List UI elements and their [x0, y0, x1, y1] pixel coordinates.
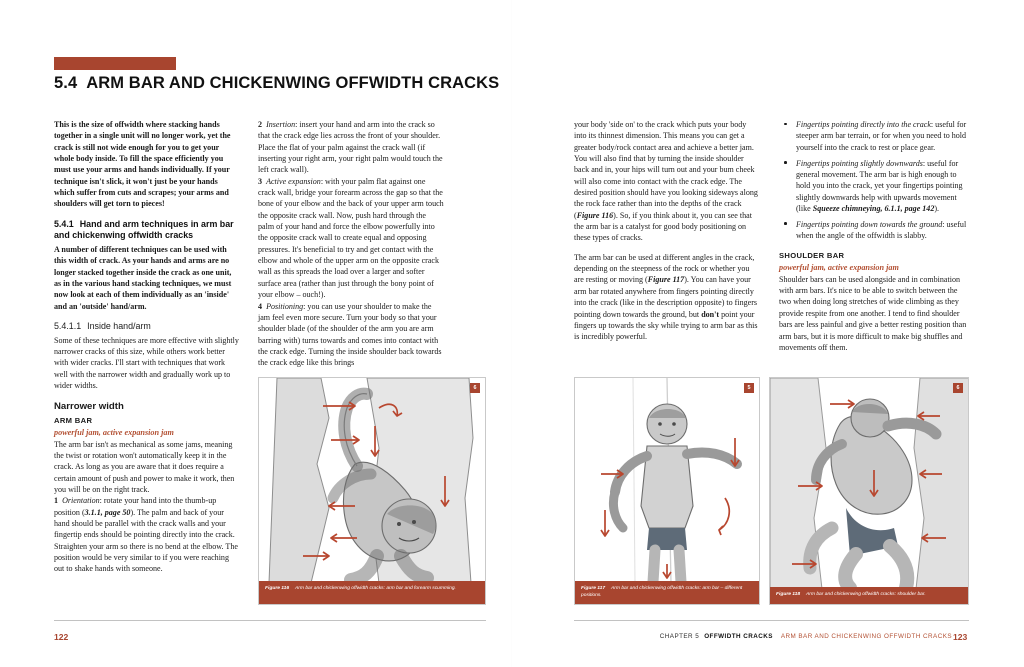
figure-118-caption — [770, 587, 968, 604]
paragraph-arm-bar-angles — [574, 252, 760, 343]
figure-116-caption-text: Arm bar and chickenwing offwidth cracks: arm bar and forearm scumming. — [295, 585, 456, 591]
paragraph-body-positioning — [574, 119, 760, 244]
figure-118-badge: 6 — [953, 383, 963, 393]
list-item — [790, 219, 969, 242]
tagline-shoulder-bar: powerful jam, active expansion jam — [779, 262, 899, 272]
tagline-arm-bar: powerful jam, active expansion jam — [54, 427, 174, 437]
step-1-text-a: : rotate your hand into the thumb-up position ( — [54, 496, 217, 517]
figure-117-label: Figure 117 — [581, 585, 606, 591]
bullet-3-text: : useful when the angle of the offwidth is slabby. — [796, 219, 967, 241]
step-1 — [54, 495, 240, 574]
heading-5-4-1 — [54, 219, 240, 242]
figure-117-badge: 5 — [744, 383, 754, 393]
step-1-crossref: 3.1.1, page 50 — [84, 507, 131, 517]
running-chapter: CHAPTER 5 — [659, 633, 700, 640]
figure-117-crossref: Figure 117 — [647, 275, 685, 285]
bullet-dot-icon — [784, 123, 787, 126]
list-item — [790, 119, 969, 153]
paragraph-shoulder-bar: Shoulder bars can be used alongside and in combination with arm bars. It's nice to be able to switch between the two when doing long stretches of wide climbing as they provide respite from one another. I tend to find shoulder bars are less painful and give a better resting position than arm bars, but it is more difficult to make big shuffles and movements off them. — [779, 274, 967, 352]
step-4-label: Positioning — [266, 301, 304, 311]
bullet-dot-icon — [784, 161, 787, 164]
page-title — [54, 74, 499, 93]
heading-shoulder-bar: SHOULDER BAR — [779, 251, 845, 261]
bullet-1-text: : useful for steeper arm bar terrain, or for when you need to hold yourself into the crack to rest or place gear. — [796, 120, 967, 152]
figure-118-caption-text: Arm bar and chickenwing offwidth cracks: shoulder bar. — [806, 591, 926, 597]
figure-116-crossref: Figure 116 — [576, 210, 614, 220]
heading-5-4-1-1-number: 5.4.1.1 — [54, 321, 82, 331]
running-chapter-title: OFFWIDTH CRACKS — [704, 633, 773, 640]
step-1-text-b: ). The palm and back of your hand should be parallel with the crack walls and your fingertip ends should be pointing directly into the crack. Straighten your arm so there is no bend at the elbow. The position would be very similar to if you were reaching out to shake hands with someone. — [54, 507, 238, 574]
figure-118-illustration — [770, 378, 968, 604]
step-3-label: Active expansion — [266, 176, 321, 186]
text-column-2 — [258, 119, 444, 369]
bullet-2-crossref: Squeeze chimneying, 6.1.1, page 142 — [812, 203, 935, 213]
running-header — [660, 633, 952, 640]
step-1-label: Orientation — [62, 496, 100, 506]
page-number-right: 123 — [953, 632, 968, 642]
step-4-text: : you can use your shoulder to make the jam feel even more secure. Turn your body so that your shoulder blade (of the shoulder of the arm you are arm barring with) turns towards and comes into contact with the crack edge. Turning the inside shoulder back towards the crack edge like this brings — [258, 301, 442, 368]
paragraph-5-4-1: A number of different techniques can be used with this width of crack. As your hands and arms are no longer stacked together inside the crack as one unit, as in the various hand stacking techniques, we must now look at each of them individually as an 'inside' and an 'outside' hand/arm. — [54, 244, 232, 311]
paragraph-arm-bar-angles-a: The arm bar can be used at different angles in the crack, depending on the steepness of the rock or whether you are resting or moving ( — [574, 252, 755, 285]
paragraph-spacer — [574, 244, 760, 252]
heading-arm-bar: ARM BAR — [54, 416, 93, 426]
heading-5-4-1-1-text: Inside hand/arm — [87, 321, 151, 331]
step-3-text: : with your palm flat against one crack wall, bridge your forearm across the gap so that the bone of your elbow and the back of your upper arm touch the opposite crack wall. Now, push hard through the palm of your hand and force the elbow powerfully into the opposite crack wall to create equal and opposing pressures. It's beneficial to try and get contact with the elbow and whole of the upper arm on the opposite crack wall as this spreads the load over a larger and softer surface area (rather than just through the bony point of your elbow – ouch!). — [258, 176, 444, 300]
paragraph-arm-bar-angles-b: ). You can have your arm bar rotated anywhere from fingers pointing directly into the crack (like in the description opposite) to fingers pointing down towards the ground, but — [574, 275, 758, 319]
section-title: ARM BAR AND CHICKENWING OFFWIDTH CRACKS — [86, 74, 500, 92]
heading-5-4-1-1 — [54, 321, 240, 333]
text-column-4 — [779, 119, 969, 353]
paragraph-arm-bar: The arm bar isn't as mechanical as some jams, meaning the twist or rotation won't automatically keep it in the crack. As long as you are aware that it does require a certain amount of push and power to make it work, then you will be on the right track. — [54, 439, 235, 495]
step-2-text: : insert your hand and arm into the crack so that the crack edge lies across the front of your shoulder. Place the flat of your palm against the crack wall (if inserting your right arm, your right palm would touch the left crack wall). — [258, 120, 443, 175]
figure-116-badge: 6 — [470, 383, 480, 393]
section-number: 5.4 — [54, 74, 78, 92]
heading-5-4-1-text: Hand and arm techniques in arm bar and chickenwing offwidth cracks — [54, 218, 234, 241]
figure-116-label: Figure 116 — [265, 585, 290, 591]
figure-116-illustration — [259, 378, 485, 604]
page-number-left: 122 — [54, 632, 69, 642]
running-section-title: ARM BAR AND CHICKENWING OFFWIDTH CRACKS — [780, 633, 952, 640]
heading-narrower-width: Narrower width — [54, 401, 124, 413]
step-2-label: Insertion — [266, 120, 296, 129]
figure-116 — [258, 377, 486, 605]
step-2 — [258, 119, 444, 176]
step-4-number: 4 — [258, 301, 263, 311]
bullet-2-text: : useful for general movement. The arm bar is high enough to hold you into the crack, yet your fingertips pointing slightly downwards help with upwards movement (like — [796, 158, 963, 213]
title-accent-rule — [54, 57, 176, 70]
text-column-3 — [574, 119, 760, 343]
bullet-1-emphasis: Fingertips pointing directly into the crack — [796, 120, 931, 129]
bullet-2-tail: ). — [934, 203, 940, 213]
bullet-2-emphasis: Fingertips pointing slightly downwards — [796, 158, 923, 168]
step-3-number: 3 — [258, 176, 263, 186]
figure-117-caption — [575, 581, 759, 604]
figure-117-caption-text: Arm bar and chickenwing offwidth cracks: arm bar – different positions. — [581, 585, 743, 598]
bullet-dot-icon — [784, 222, 787, 225]
list-item — [790, 158, 969, 215]
paragraph-5-4-1-1: Some of these techniques are more effective with slightly narrower cracks of this size, while others work better with wider cracks. I'll start with techniques that work well with the narrower width and gradually work up to wider widths. — [54, 335, 239, 390]
text-column-1 — [54, 119, 240, 575]
figure-118 — [769, 377, 969, 605]
step-3 — [258, 176, 444, 301]
intro-paragraph: This is the size of offwidth where stacking hands together in a single unit will no longer work, yet the crack is still not wide enough for you to get your whole body inside. To fill the space efficiently you must use your arms and hands individually. If your technique isn't slick, it won't just be your hands which suffer from cuts and scrapes; your arms and shoulders will get torn to pieces! — [54, 120, 231, 209]
bullet-3-emphasis: Fingertips pointing down towards the ground — [796, 219, 943, 229]
figure-117-illustration — [575, 378, 759, 604]
paragraph-arm-bar-angles-c: point your fingers up towards the sky while trying to arm bar as this is incredibly powerful. — [574, 309, 758, 342]
figure-118-label: Figure 118 — [776, 591, 801, 597]
step-1-number: 1 — [54, 496, 59, 506]
paragraph-body-positioning-a: your body 'side on' to the crack which puts your body into its thinnest dimension. This means you can get a greater body/rock contact area and achieve a better jam. You will also find that by turning the inside shoulder back and in, your hips will turn out and your bum cheek will also come into contact with the crack edge. The desired position should have you looking sideways along the rock face rather than into the depths of the crack ( — [574, 120, 758, 220]
heading-5-4-1-number: 5.4.1 — [54, 218, 74, 229]
fingertip-orientation-list — [779, 119, 969, 241]
emphasis-dont: don't — [701, 309, 720, 319]
footer-rule-right — [574, 620, 969, 621]
footer-rule-left — [54, 620, 486, 621]
step-2-number: 2 — [258, 120, 263, 129]
figure-117 — [574, 377, 760, 605]
step-4 — [258, 301, 444, 369]
paragraph-body-positioning-b: ). So, if you think about it, you can see that the arm bar is a catalyst for good body positioning on these types of cracks. — [574, 210, 752, 243]
figure-116-caption — [259, 581, 485, 604]
page-gutter — [511, 0, 512, 667]
